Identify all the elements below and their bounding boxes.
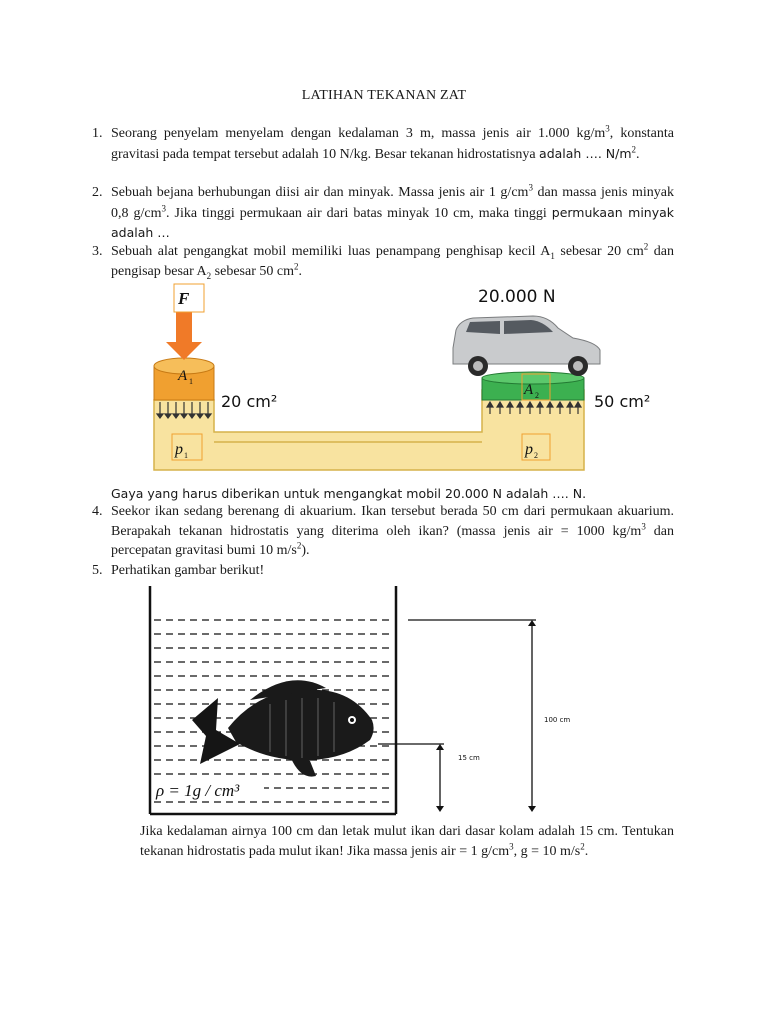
a2-subscript: 2 [535,391,539,400]
area1-label: 20 cm² [221,392,278,411]
question-number: 3. [92,244,103,259]
question-4 [92,502,674,561]
page-title: LATIHAN TEKANAN ZAT [301,88,467,103]
car-icon [453,316,600,376]
question-number: 2. [92,185,103,200]
question-text: Seorang penyelam menyelam dengan kedalaman 3 m, massa jenis air 1.000 $kg/m^3$, konstanta gravitasi pada tempat tersebut adalah 10 N/kg. Besar tekanan hidrostatisnya adalah …. $N/m^2$. [111,123,675,162]
question-1 [92,124,674,164]
height-label: 15 cm [458,754,480,762]
p1-subscript: 1 [184,451,188,460]
question-3 [92,242,674,281]
a1-subscript: 1 [189,377,193,386]
question-number: 5. [92,563,103,578]
force-arrow-head [166,342,202,360]
question-text: Seekor ikan sedang berenang di akuarium. Ikan tersebut berada 50 cm dari permukaan akuarium. Berapakah tekanan hidrostatis yang diterima oleh ikan? (massa jenis air = 1000 $kg/m^3$ dan percepatan gravitasi bumi 10 $m/s^2$). [111,504,675,558]
question-text: Sebuah bejana berhubungan diisi air dan minyak. Massa jenis air 1 $g/cm^3$ dan massa jenis minyak 0,8 $g/cm^3$. Jika tinggi permukaan air dari batas minyak 10 cm, maka tinggi permukaan minyak adalah … [111,182,675,240]
question-3-continuation: Gaya yang harus diberikan untuk mengangkat mobil 20.000 N adalah …. N. [111,486,587,501]
question-2 [92,183,674,244]
force-label: F [178,289,190,308]
p2-subscript: 2 [534,451,538,460]
question-text: Sebuah alat pengangkat mobil memiliki luas penampang penghisap kecil $A_1$ sebesar 20 $cm^2$ dan pengisap besar $A_2$ sebesar 50 $cm^2$. [111,241,674,281]
force-arrow-shaft [176,312,192,342]
question-number: 4. [92,504,103,519]
density-label: ρ = 1g / cm³ [156,781,240,800]
p2-label: p [525,441,533,458]
area2-label: 50 cm² [594,392,651,411]
hydraulic-lift-figure [148,280,668,476]
weight-label: 20.000 N [478,287,556,307]
depth-label: 100 cm [544,716,571,724]
fish-icon [192,680,374,776]
question-text: Perhatikan gambar berikut! [111,563,265,578]
p1-label: p [175,441,183,458]
aquarium-figure [140,580,580,820]
question-5 [92,561,674,581]
a2-label: A [524,382,534,398]
question-number: 1. [92,126,103,141]
question-5-continuation: Jika kedalaman airnya 100 cm dan letak mulut ikan dari dasar kolam adalah 15 cm. Tentukan tekanan hidrostatis pada mulut ikan! Jika massa jenis air = 1 $g/cm^3$, g = 10 $m/s^2$. [140,824,674,859]
a1-label: A [178,368,188,384]
